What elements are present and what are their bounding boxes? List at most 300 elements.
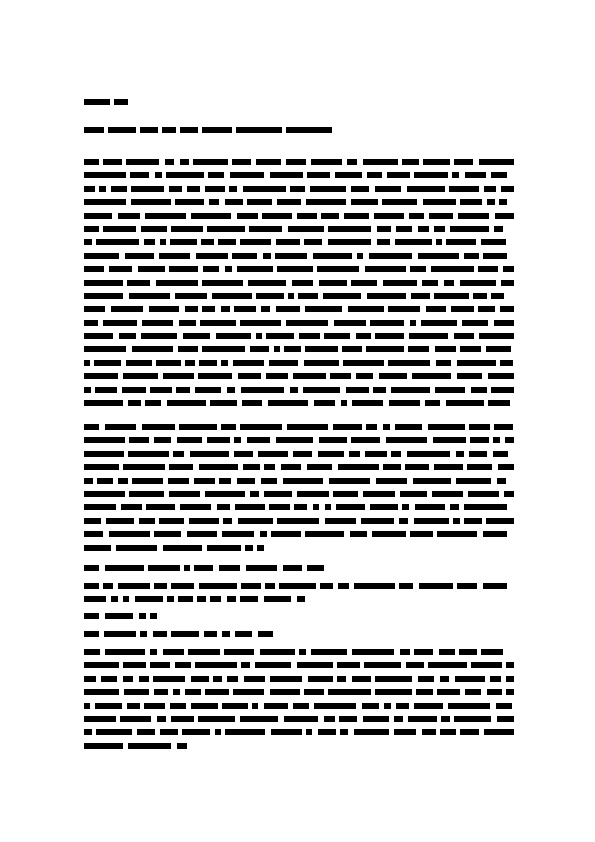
word-mark [469,451,487,457]
word-mark [247,437,270,443]
word-mark [333,424,362,430]
word-mark [233,689,264,695]
word-mark [150,387,172,393]
word-mark [338,583,349,589]
word-mark [130,172,149,178]
word-mark [123,464,165,470]
text-line [84,628,514,641]
text-line [84,263,514,276]
word-mark [303,387,340,393]
word-mark [178,596,193,602]
word-mark [506,689,514,695]
word-mark [405,464,429,470]
paragraph-2 [84,421,514,555]
word-mark [247,199,272,205]
word-mark [244,676,265,682]
word-mark [84,226,99,232]
word-mark [408,346,429,352]
word-mark [434,293,469,299]
word-mark [473,293,487,299]
word-mark [96,239,139,245]
text-line [84,593,514,606]
word-mark [125,253,154,259]
word-mark [84,293,123,299]
word-mark [191,703,218,709]
word-mark [232,253,257,259]
word-mark [84,478,93,484]
word-mark [506,676,514,682]
word-mark [277,266,313,272]
word-mark [440,676,449,682]
word-mark [410,320,416,326]
word-mark [367,172,382,178]
word-mark [84,99,110,105]
word-mark [97,478,113,484]
word-mark [154,531,181,537]
word-mark [84,613,99,619]
word-mark [132,346,173,352]
word-mark [394,716,403,722]
header-label [84,96,514,109]
word-mark [84,729,92,735]
word-mark [84,387,91,393]
word-mark [202,280,243,286]
word-mark [306,199,346,205]
word-mark [292,280,313,286]
word-mark [109,266,132,272]
word-mark [84,545,111,551]
word-mark [240,239,271,245]
word-mark [189,518,219,524]
word-mark [84,676,96,682]
word-mark [200,320,236,326]
word-mark [314,400,335,406]
word-mark [464,504,507,510]
word-mark [283,478,323,484]
word-mark [243,464,260,470]
word-mark [407,186,445,192]
word-mark [299,333,320,339]
word-mark [394,729,416,735]
word-mark [234,451,253,457]
word-mark [377,226,391,232]
word-mark [319,280,347,286]
word-mark [307,565,324,571]
word-mark [203,266,219,272]
word-mark [338,464,379,470]
word-mark [227,387,235,393]
word-mark [279,583,316,589]
word-mark [199,360,217,366]
word-mark [84,320,98,326]
word-mark [139,613,146,619]
word-mark [363,491,395,497]
word-mark [255,662,291,668]
word-mark [284,716,318,722]
word-mark [483,531,507,537]
word-mark [419,583,453,589]
word-mark [351,199,378,205]
word-mark [446,400,484,406]
word-mark [457,583,477,589]
word-mark [409,213,424,219]
word-mark [497,478,506,484]
word-mark [346,387,369,393]
word-mark [256,293,284,299]
word-mark [465,689,481,695]
word-mark [205,689,229,695]
word-mark [84,743,123,749]
word-mark [84,504,116,510]
word-mark [171,226,203,232]
word-mark [162,127,176,133]
word-mark [131,199,171,205]
word-mark [418,253,459,259]
word-mark [311,649,347,655]
word-mark [166,172,204,178]
word-mark [274,346,280,352]
word-mark [144,239,155,245]
word-mark [458,213,489,219]
word-mark [297,491,329,497]
word-mark [402,159,419,165]
word-mark [84,266,104,272]
word-mark [340,729,348,735]
word-mark [223,518,232,524]
word-mark [407,451,450,457]
word-mark [311,159,342,165]
word-mark [109,531,150,537]
word-mark [434,464,463,470]
word-mark [428,424,465,430]
word-mark [84,360,90,366]
word-mark [490,676,501,682]
word-mark [416,689,433,695]
word-mark [146,504,175,510]
word-mark [375,186,401,192]
word-mark [504,491,514,497]
text-line [84,277,514,290]
word-mark [241,387,284,393]
word-mark [357,253,363,259]
word-mark [294,504,307,510]
word-mark [478,306,495,312]
word-mark [449,186,479,192]
word-mark [121,504,142,510]
word-mark [173,451,184,457]
word-mark [297,213,317,219]
word-mark [448,703,490,709]
word-mark [123,596,129,602]
word-mark [319,437,347,443]
word-mark [450,504,459,510]
word-mark [283,565,302,571]
word-mark [269,504,290,510]
word-mark [370,504,398,510]
word-mark [304,689,324,695]
word-mark [187,531,217,537]
word-mark [233,360,264,366]
word-mark [436,239,442,245]
word-mark [218,239,236,245]
word-mark [494,226,503,232]
word-mark [84,437,125,443]
word-mark [149,306,179,312]
word-mark [127,280,150,286]
word-mark [441,716,450,722]
word-mark [235,631,252,637]
word-mark [349,451,360,457]
word-mark [306,729,312,735]
word-mark [116,545,157,551]
word-mark [352,676,371,682]
word-mark [366,424,377,430]
word-mark [271,729,302,735]
word-mark [387,172,410,178]
word-mark [335,172,362,178]
word-mark [305,306,342,312]
word-mark [237,478,255,484]
word-mark [501,186,514,192]
word-mark [496,703,512,709]
word-mark [119,333,136,339]
word-mark [464,518,482,524]
word-mark [364,662,401,668]
word-mark [250,346,269,352]
word-mark [372,531,406,537]
text-line [84,196,514,209]
text-line [84,501,514,514]
word-mark [468,491,499,497]
word-mark [163,545,202,551]
word-mark [202,346,245,352]
word-mark [128,400,141,406]
word-mark [197,596,206,602]
word-mark [444,280,454,286]
word-mark [126,360,152,366]
word-mark [376,478,407,484]
word-mark [462,320,488,326]
text-line [84,290,514,303]
word-mark [260,649,295,655]
word-mark [84,464,119,470]
word-mark [284,346,301,352]
word-mark [225,729,265,735]
word-mark [171,631,199,637]
word-mark [435,387,465,393]
word-mark [506,662,514,668]
word-mark [240,716,278,722]
word-mark [84,565,99,571]
word-mark [370,320,404,326]
word-mark [175,293,207,299]
word-mark [140,631,147,637]
word-mark [293,451,312,457]
word-mark [399,583,413,589]
word-mark [323,293,361,299]
word-mark [426,306,446,312]
word-mark [256,159,281,165]
word-mark [270,689,300,695]
word-mark [258,631,273,637]
word-mark [187,186,200,192]
word-mark [388,306,420,312]
word-mark [118,583,150,589]
paragraph-6 [84,628,514,641]
word-mark [434,226,445,232]
text-line [84,330,514,343]
word-mark [333,491,358,497]
word-mark [498,464,514,470]
word-mark [260,531,267,537]
word-mark [354,729,389,735]
word-mark [354,583,395,589]
text-line [84,713,514,726]
word-mark [382,199,417,205]
word-mark [123,373,158,379]
word-mark [266,333,294,339]
word-mark [293,373,326,379]
text-line [84,562,514,575]
word-mark [391,451,401,457]
word-mark [246,565,277,571]
word-mark [454,716,491,722]
word-mark [396,226,412,232]
word-mark [256,333,262,339]
word-mark [105,424,136,430]
word-mark [421,320,457,326]
word-mark [352,400,383,406]
word-mark [232,159,251,165]
word-mark [241,662,250,668]
word-mark [205,186,225,192]
word-mark [365,451,387,457]
word-mark [465,172,486,178]
word-mark [184,565,190,571]
word-mark [384,703,391,709]
word-mark [491,387,514,393]
text-line [84,740,514,753]
text-line [84,448,514,461]
word-mark [460,280,496,286]
word-mark [460,346,481,352]
word-mark [493,437,500,443]
word-mark [400,649,410,655]
word-mark [418,226,429,232]
word-mark [471,662,502,668]
word-mark [230,172,264,178]
word-mark [299,649,306,655]
word-mark [105,613,133,619]
word-mark [495,213,514,219]
text-line [84,515,514,528]
word-mark [141,226,167,232]
word-mark [195,662,237,668]
word-mark [183,333,210,339]
word-mark [179,320,196,326]
word-mark [414,172,448,178]
word-mark [199,464,238,470]
word-mark [391,387,430,393]
word-mark [264,596,291,602]
word-mark [225,199,243,205]
word-mark [321,213,339,219]
word-mark [484,729,514,735]
word-mark [215,729,221,735]
word-mark [103,226,136,232]
word-mark [265,583,275,589]
word-mark [84,631,99,637]
word-mark [126,159,159,165]
text-line [84,357,514,370]
word-mark [118,478,128,484]
text-line [84,384,514,397]
paragraph-4 [84,580,514,607]
word-mark [135,596,163,602]
word-mark [375,333,404,339]
word-mark [367,293,406,299]
word-mark [454,159,473,165]
word-mark [277,518,319,524]
word-mark [103,583,113,589]
word-mark [389,400,420,406]
word-mark [106,518,134,524]
word-mark [153,676,185,682]
word-mark [362,703,379,709]
word-mark [160,729,178,735]
word-mark [411,293,430,299]
word-mark [124,689,149,695]
word-mark [96,729,132,735]
word-mark [84,239,92,245]
word-mark [129,437,149,443]
word-mark [150,613,157,619]
word-mark [450,226,489,232]
word-mark [84,400,123,406]
word-mark [222,531,254,537]
word-mark [307,464,332,470]
word-mark [163,373,194,379]
word-mark [84,159,99,165]
word-mark [217,504,230,510]
word-mark [269,360,298,366]
word-mark [324,333,350,339]
word-mark [440,729,456,735]
text-line [84,210,514,223]
word-mark [261,478,277,484]
word-mark [180,127,198,133]
word-mark [241,583,261,589]
word-mark [212,293,252,299]
word-mark [155,172,162,178]
word-mark [318,451,344,457]
word-mark [179,424,217,430]
word-mark [336,504,365,510]
word-mark [262,213,292,219]
word-mark [194,565,213,571]
text-line [84,223,514,236]
text-line [84,397,514,410]
word-mark [305,531,344,537]
paragraph-5 [84,610,514,623]
word-mark [396,703,409,709]
word-mark [432,491,463,497]
word-mark [237,213,258,219]
word-mark [379,373,407,379]
word-mark [286,127,332,133]
word-mark [493,451,508,457]
word-mark [350,531,367,537]
